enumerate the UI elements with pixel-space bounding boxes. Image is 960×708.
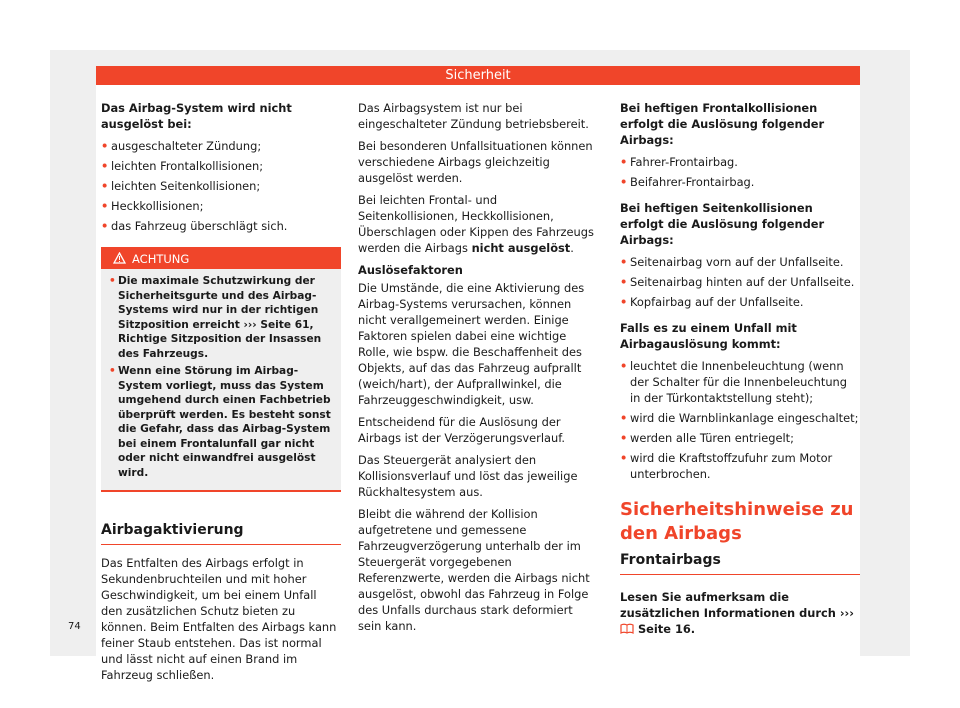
punctuation: . <box>690 622 696 636</box>
list-item: • ausgeschalteter Zündung; <box>101 138 341 154</box>
list-item: • leuchtet die Innenbeleuchtung (wenn der Schalter für die Innenbeleuchtung in der Türkontaktstellung steht); <box>620 358 860 406</box>
list-item: • Beifahrer-Frontairbag. <box>620 174 860 190</box>
accident-list <box>620 358 860 482</box>
paragraph: Die Umstände, die eine Aktivierung des Airbag-Systems verursachen, können nicht verallgemeinert werden. Einige Faktoren spielen dabei eine wichtige Rolle, wie bspw. die Beschaffenheit des Objekts, auf das das Fahrzeug aufprallt (weich/hart), der Aufprallwinkel, die Fahrzeuggeschwindigkeit, usw. <box>358 281 585 407</box>
list-item: • Heckkollisionen; <box>101 198 341 214</box>
note-text: Lesen Sie aufmerksam die zusätzlichen Informationen durch ››› <box>620 590 854 620</box>
read-more-note <box>620 589 860 637</box>
column-left <box>101 100 341 689</box>
emphasis: nicht ausgelöst <box>471 241 571 255</box>
paragraph-text: Bei leichten Frontal- und Seitenkollisionen, Heckkollisionen, Überschlagen oder Kippen des Fahrzeugs werden die Airbags <box>358 193 594 255</box>
list-item: • wird die Kraftstoffzufuhr zum Motor unterbrochen. <box>620 450 860 482</box>
column-right <box>620 100 860 643</box>
paragraph: Das Entfalten des Airbags erfolgt in Sekundenbruchteilen und mit hoher Geschwindigkeit, um bei einem Unfall den zusätzlichen Schutz bieten zu können. Beim Entfalten des Airbags kann feiner Staub entstehen. Das ist normal und lässt nicht auf einen Brand im Fahrzeug schließen. <box>101 556 337 682</box>
list-item: • Kopfairbag auf der Unfallseite. <box>620 294 860 310</box>
subsection-heading-frontairbags: Frontairbags <box>620 552 860 575</box>
book-icon <box>620 623 634 634</box>
section-heading-safety: Sicherheitshinweise zu den Airbags <box>620 499 854 544</box>
paragraph: Entscheidend für die Auslösung der Airbags ist der Verzögerungsverlauf. <box>358 415 566 445</box>
paragraph: Das Steuergerät analysiert den Kollisionsverlauf und löst das jeweilige Rückhaltesystem aus. <box>358 453 578 499</box>
not-triggered-list <box>101 138 341 234</box>
subheading-ausloesefaktoren: Auslösefaktoren <box>358 263 463 277</box>
chapter-header: Sicherheit <box>96 66 860 85</box>
punctuation: . <box>570 241 574 255</box>
warning-item <box>109 274 333 361</box>
section-heading-airbagaktivierung: Airbagaktivierung <box>101 522 341 545</box>
warning-body <box>101 269 341 490</box>
list-item: • Seitenairbag hinten auf der Unfallseite. <box>620 274 860 290</box>
paragraph: Bleibt die während der Kollision aufgetretene und gemessene Fahrzeugverzögerung unterhalb der im Steuergerät vorgegebenen Referenzwerte, werden die Airbags nicht ausgelöst, obwohl das Fahrzeug in Folge des Unfalls durchaus stark deformiert sein kann. <box>358 507 590 633</box>
not-triggered-heading: Das Airbag-System wird nicht ausgelöst bei: <box>101 101 292 131</box>
paragraph: Das Airbagsystem ist nur bei eingeschalteter Zündung betriebsbereit. <box>358 101 589 131</box>
column-middle <box>358 100 598 640</box>
page-reference-link[interactable]: ››› Seite 61, Richtige Sitzposition der Insassen des Fahrzeugs. <box>118 318 322 360</box>
accident-heading: Falls es zu einem Unfall mit Airbagauslösung kommt: <box>620 321 797 351</box>
list-item: • Fahrer-Frontairbag. <box>620 154 860 170</box>
side-heading: Bei heftigen Seitenkollisionen erfolgt die Auslösung folgender Airbags: <box>620 201 825 247</box>
frontal-list <box>620 154 860 190</box>
list-item: • das Fahrzeug überschlägt sich. <box>101 218 341 234</box>
warning-triangle-icon <box>113 252 126 264</box>
page-reference-link[interactable]: Seite 16 <box>637 622 691 636</box>
warning-header <box>101 249 341 269</box>
list-item: • wird die Warnblinkanlage eingeschaltet; <box>620 410 860 426</box>
paragraph <box>358 192 598 256</box>
list-item: • werden alle Türen entriegelt; <box>620 430 860 446</box>
page-number: 74 <box>68 621 81 632</box>
list-item: • Seitenairbag vorn auf der Unfallseite. <box>620 254 860 270</box>
warning-label: ACHTUNG <box>132 252 190 266</box>
list-item: • leichten Seitenkollisionen; <box>101 178 341 194</box>
list-item: • leichten Frontalkollisionen; <box>101 158 341 174</box>
warning-box <box>101 247 341 492</box>
warning-item: • Wenn eine Störung im Airbag-System vorliegt, muss das System umgehend durch einen Fachbetrieb überprüft werden. Es besteht sonst die Gefahr, dass das Airbag-System bei einem Frontalunfall gar nicht oder nicht einwandfrei ausgelöst wird. <box>109 364 333 480</box>
warning-text: Die maximale Schutzwirkung der Sicherheitsgurte und des Airbag-Systems wird nur in der richtigen Sitzposition erreicht <box>118 275 319 331</box>
side-list <box>620 254 860 310</box>
paragraph: Bei besonderen Unfallsituationen können verschiedene Airbags gleichzeitig ausgelöst werden. <box>358 139 593 185</box>
frontal-heading: Bei heftigen Frontalkollisionen erfolgt die Auslösung folgender Airbags: <box>620 101 825 147</box>
